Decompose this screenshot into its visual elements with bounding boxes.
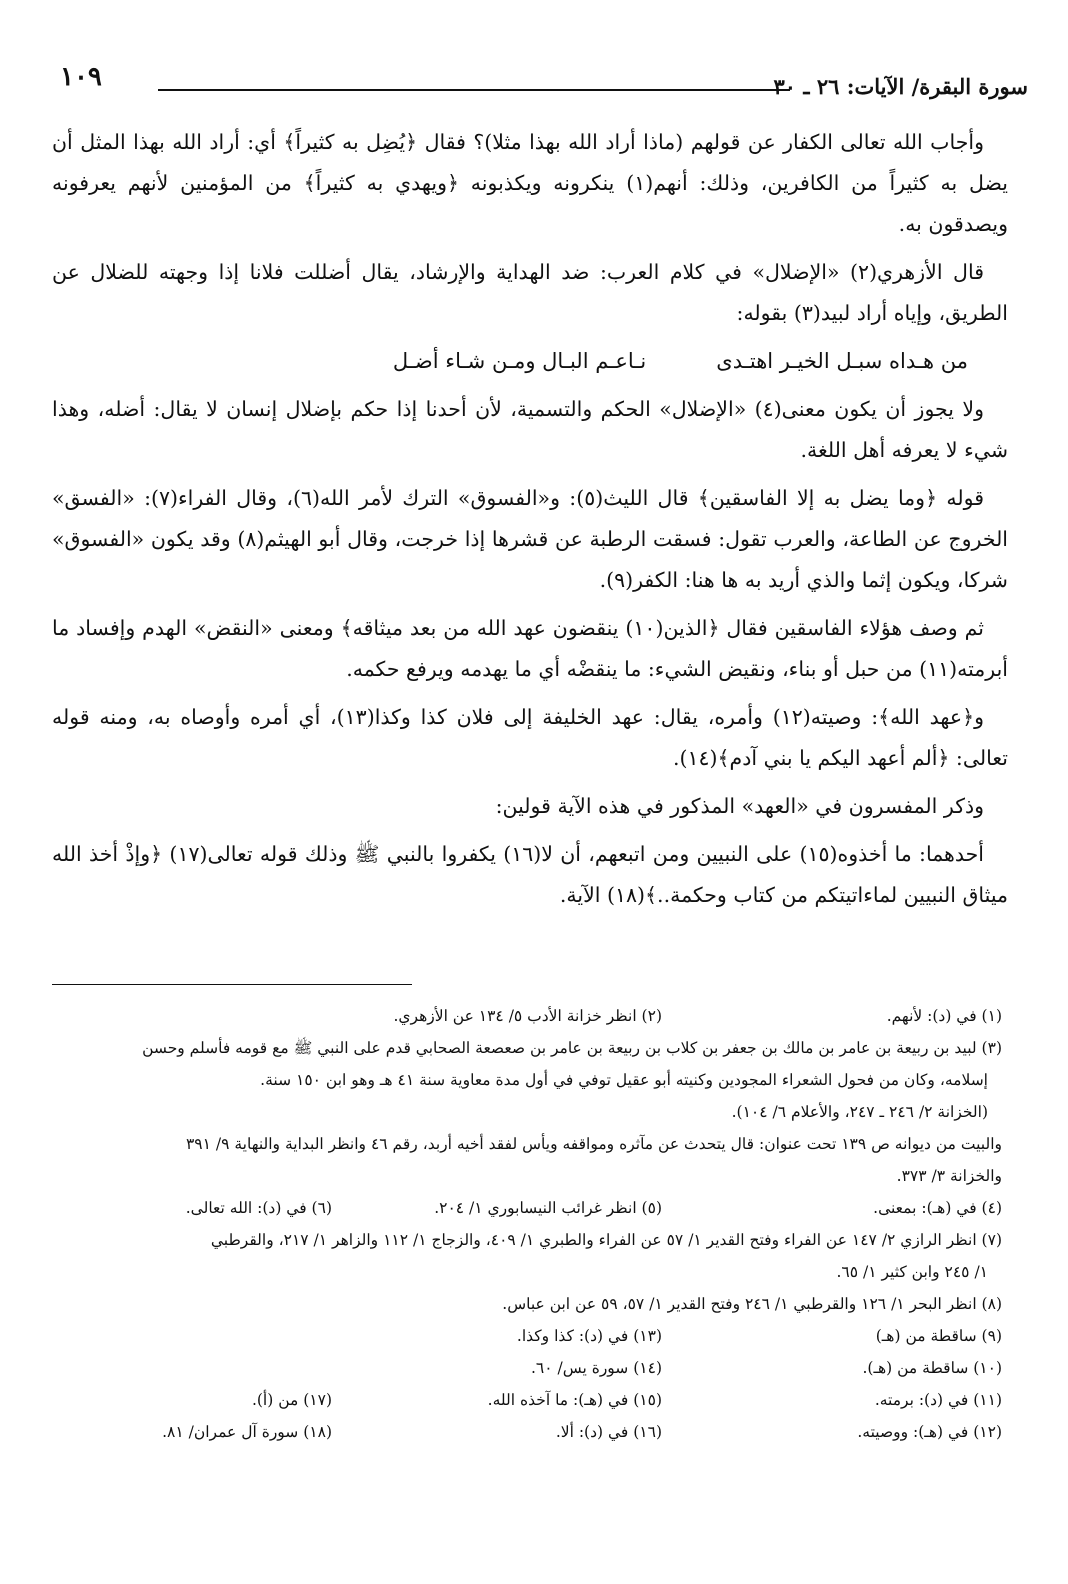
- poetry-verse: [52, 341, 1008, 382]
- footnote-16: (١٦) في (د): ألا.: [555, 1423, 662, 1441]
- paragraph-8: أحدهما: ما أخذوه(١٥) على النبيين ومن اتبعهم، أن لا(١٦) يكفروا بالنبي ﷺ وذلك قوله تعالى(١٧) ﴿وإذْ أخذ الله ميثاق النبيين لماءاتيتكم من كتاب وحكمة..﴾(١٨) الآية.: [52, 842, 1008, 907]
- footnote-5: (٥) انظر غرائب النيسابوري ١/ ٢٠٤.: [434, 1199, 662, 1217]
- footnote-13: (١٣) في (د): كذا وكذا.: [516, 1327, 662, 1345]
- paragraph-2: قال الأزهري(٢) «الإضلال» في كلام العرب: ضد الهداية والإرشاد، يقال أضللت فلانا إذا وجهته للضلال عن الطريق، وإياه أراد لبيد(٣) بقوله:: [52, 260, 1008, 325]
- footnote-2: (٢) انظر خزانة الأدب ٥/ ١٣٤ عن الأزهري.: [393, 1007, 662, 1025]
- paragraph-5: ثم وصف هؤلاء الفاسقين فقال ﴿الذين(١٠) ينقضون عهد الله من بعد ميثاقه﴾ ومعنى «النقض» الهدم وإفساد ما أبرمته(١١) من حبل أو بناء، ونقيض الشيء: ما ينقضْه أي ما يهدمه ويرفع حكمه.: [52, 616, 1008, 681]
- footnote-4: (٤) في (هـ): بمعنى.: [873, 1199, 1002, 1217]
- footnote-3-line-4: والبيت من ديوانه ص ١٣٩ تحت عنوان: قال يتحدث عن مآثره ومواقفه ويأس لفقد أخيه أربد، رقم ٤٦ وانظر البداية والنهاية ٩/ ٣٩١: [185, 1135, 1002, 1153]
- footnote-3-line-3: (الخزانة ٢/ ٢٤٦ ـ ٢٤٧، والأعلام ٦/ ١٠٤).: [731, 1103, 988, 1121]
- footnote-6: (٦) في (د): الله تعالى.: [185, 1199, 332, 1217]
- footnote-8: (٨) انظر البحر ١/ ١٢٦ والقرطبي ١/ ٢٤٦ وفتح القدير ١/ ٥٧، ٥٩ عن ابن عباس.: [502, 1295, 1002, 1313]
- footnote-row-4-6: [40, 1192, 1002, 1224]
- main-text: [52, 122, 1008, 923]
- footnote-7-line-1: (٧) انظر الرازي ٢/ ١٤٧ عن الفراء وفتح القدير ١/ ٥٧ عن الفراء والطبري ١/ ٤٠٩، والزجاج ١/ ١١٢ والزاهر ١/ ٢١٧، والقرطبي: [210, 1231, 1002, 1249]
- footnotes: [40, 1000, 1002, 1448]
- page-header: [40, 62, 1028, 106]
- footnote-row-11-17: [40, 1384, 1002, 1416]
- verse-first-hemistich: من هـداه سبـل الخيـر اهتـدى: [716, 349, 968, 373]
- running-title: سورة البقرة/ الآيات: ٢٦ ـ ٣٠: [773, 74, 1028, 99]
- footnote-3-line-1: (٣) لبيد بن ربيعة بن عامر بن مالك بن جعفر بن كلاب بن ربيعة بن عامر بن صعصعة الصحابي قدم على النبي ﷺ مع قومه فأسلم وحسن: [142, 1039, 1002, 1057]
- footnote-17: (١٧) من (أ).: [251, 1391, 332, 1409]
- footnote-7-line-2: ١/ ٢٤٥ وابن كثير ١/ ٦٥.: [836, 1263, 988, 1281]
- paragraph-3: ولا يجوز أن يكون معنى(٤) «الإضلال» الحكم والتسمية، لأن أحدنا إذا حكم بإضلال إنسان لا يقال: أضله، وهذا شيء لا يعرفه أهل اللغة.: [52, 397, 1008, 462]
- footnote-row-12-18: [40, 1416, 1002, 1448]
- footnote-3-line-5: والخزانة ٣/ ٣٧٣.: [896, 1167, 1002, 1185]
- footnote-9: (٩) ساقطة من (هـ): [875, 1327, 1002, 1345]
- footnote-1: (١) في (د): لأنهم.: [886, 1007, 1002, 1025]
- paragraph-6: و﴿عهد الله﴾: وصيته(١٢) وأمره، يقال: عهد الخليفة إلى فلان كذا وكذا(١٣)، أي أمره وأوصاه به، ومنه قوله تعالى: ﴿ألم أعهد اليكم يا بني آدم﴾(١٤).: [52, 705, 1008, 770]
- footnote-15: (١٥) في (هـ): ما آخذه الله.: [487, 1391, 662, 1409]
- paragraph-4: قوله ﴿وما يضل به إلا الفاسقين﴾ قال الليث(٥): و«الفسوق» الترك لأمر الله(٦)، وقال الفراء(٧): «الفسق» الخروج عن الطاعة، والعرب تقول: فسقت الرطبة عن قشرها إذا خرجت، وقال أبو الهيثم(٨) وقد يكون «الفسوق» شركا، ويكون إثما والذي أريد به ها هنا: الكفر(٩).: [52, 486, 1009, 592]
- footnote-18: (١٨) سورة آل عمران/ ٨١.: [162, 1423, 332, 1441]
- footnote-14: (١٤) سورة يس/ ٦٠.: [530, 1359, 662, 1377]
- footnote-3-line-2: إسلامه، وكان من فحول الشعراء المجودين وكنيته أبو عقيل توفي في أول مدة معاوية سنة ٤١ هـ وهو ابن ١٥٠ سنة.: [260, 1071, 988, 1089]
- footnote-separator: [52, 984, 412, 985]
- footnote-row-9-13: [40, 1320, 1002, 1352]
- footnote-row-10-14: [40, 1352, 1002, 1384]
- paragraph-7: وذكر المفسرون في «العهد» المذكور في هذه الآية قولين:: [495, 794, 984, 818]
- verse-second-hemistich: نـاعـم البـال ومـن شـاء أضـل: [392, 349, 647, 373]
- page-number: ١٠٩: [60, 62, 102, 92]
- footnote-12: (١٢) في (هـ): ووصيته.: [857, 1423, 1002, 1441]
- footnote-row-1-2: [40, 1000, 1002, 1032]
- footnote-10: (١٠) ساقطة من (هـ).: [862, 1359, 1002, 1377]
- header-rule: [158, 89, 790, 91]
- paragraph-1: وأجاب الله تعالى الكفار عن قولهم (ماذا أراد الله بهذا مثلا)؟ فقال ﴿يُضِل به كثيراً﴾ أي: أراد الله بهذا المثل أن يضل به كثيراً من الكافرين، وذلك: أنهم(١) ينكرونه ويكذبونه ﴿ويهدي به كثيراً﴾ من المؤمنين لأنهم يعرفونه ويصدقون به.: [52, 130, 1008, 236]
- footnote-11: (١١) في (د): برمته.: [874, 1391, 1002, 1409]
